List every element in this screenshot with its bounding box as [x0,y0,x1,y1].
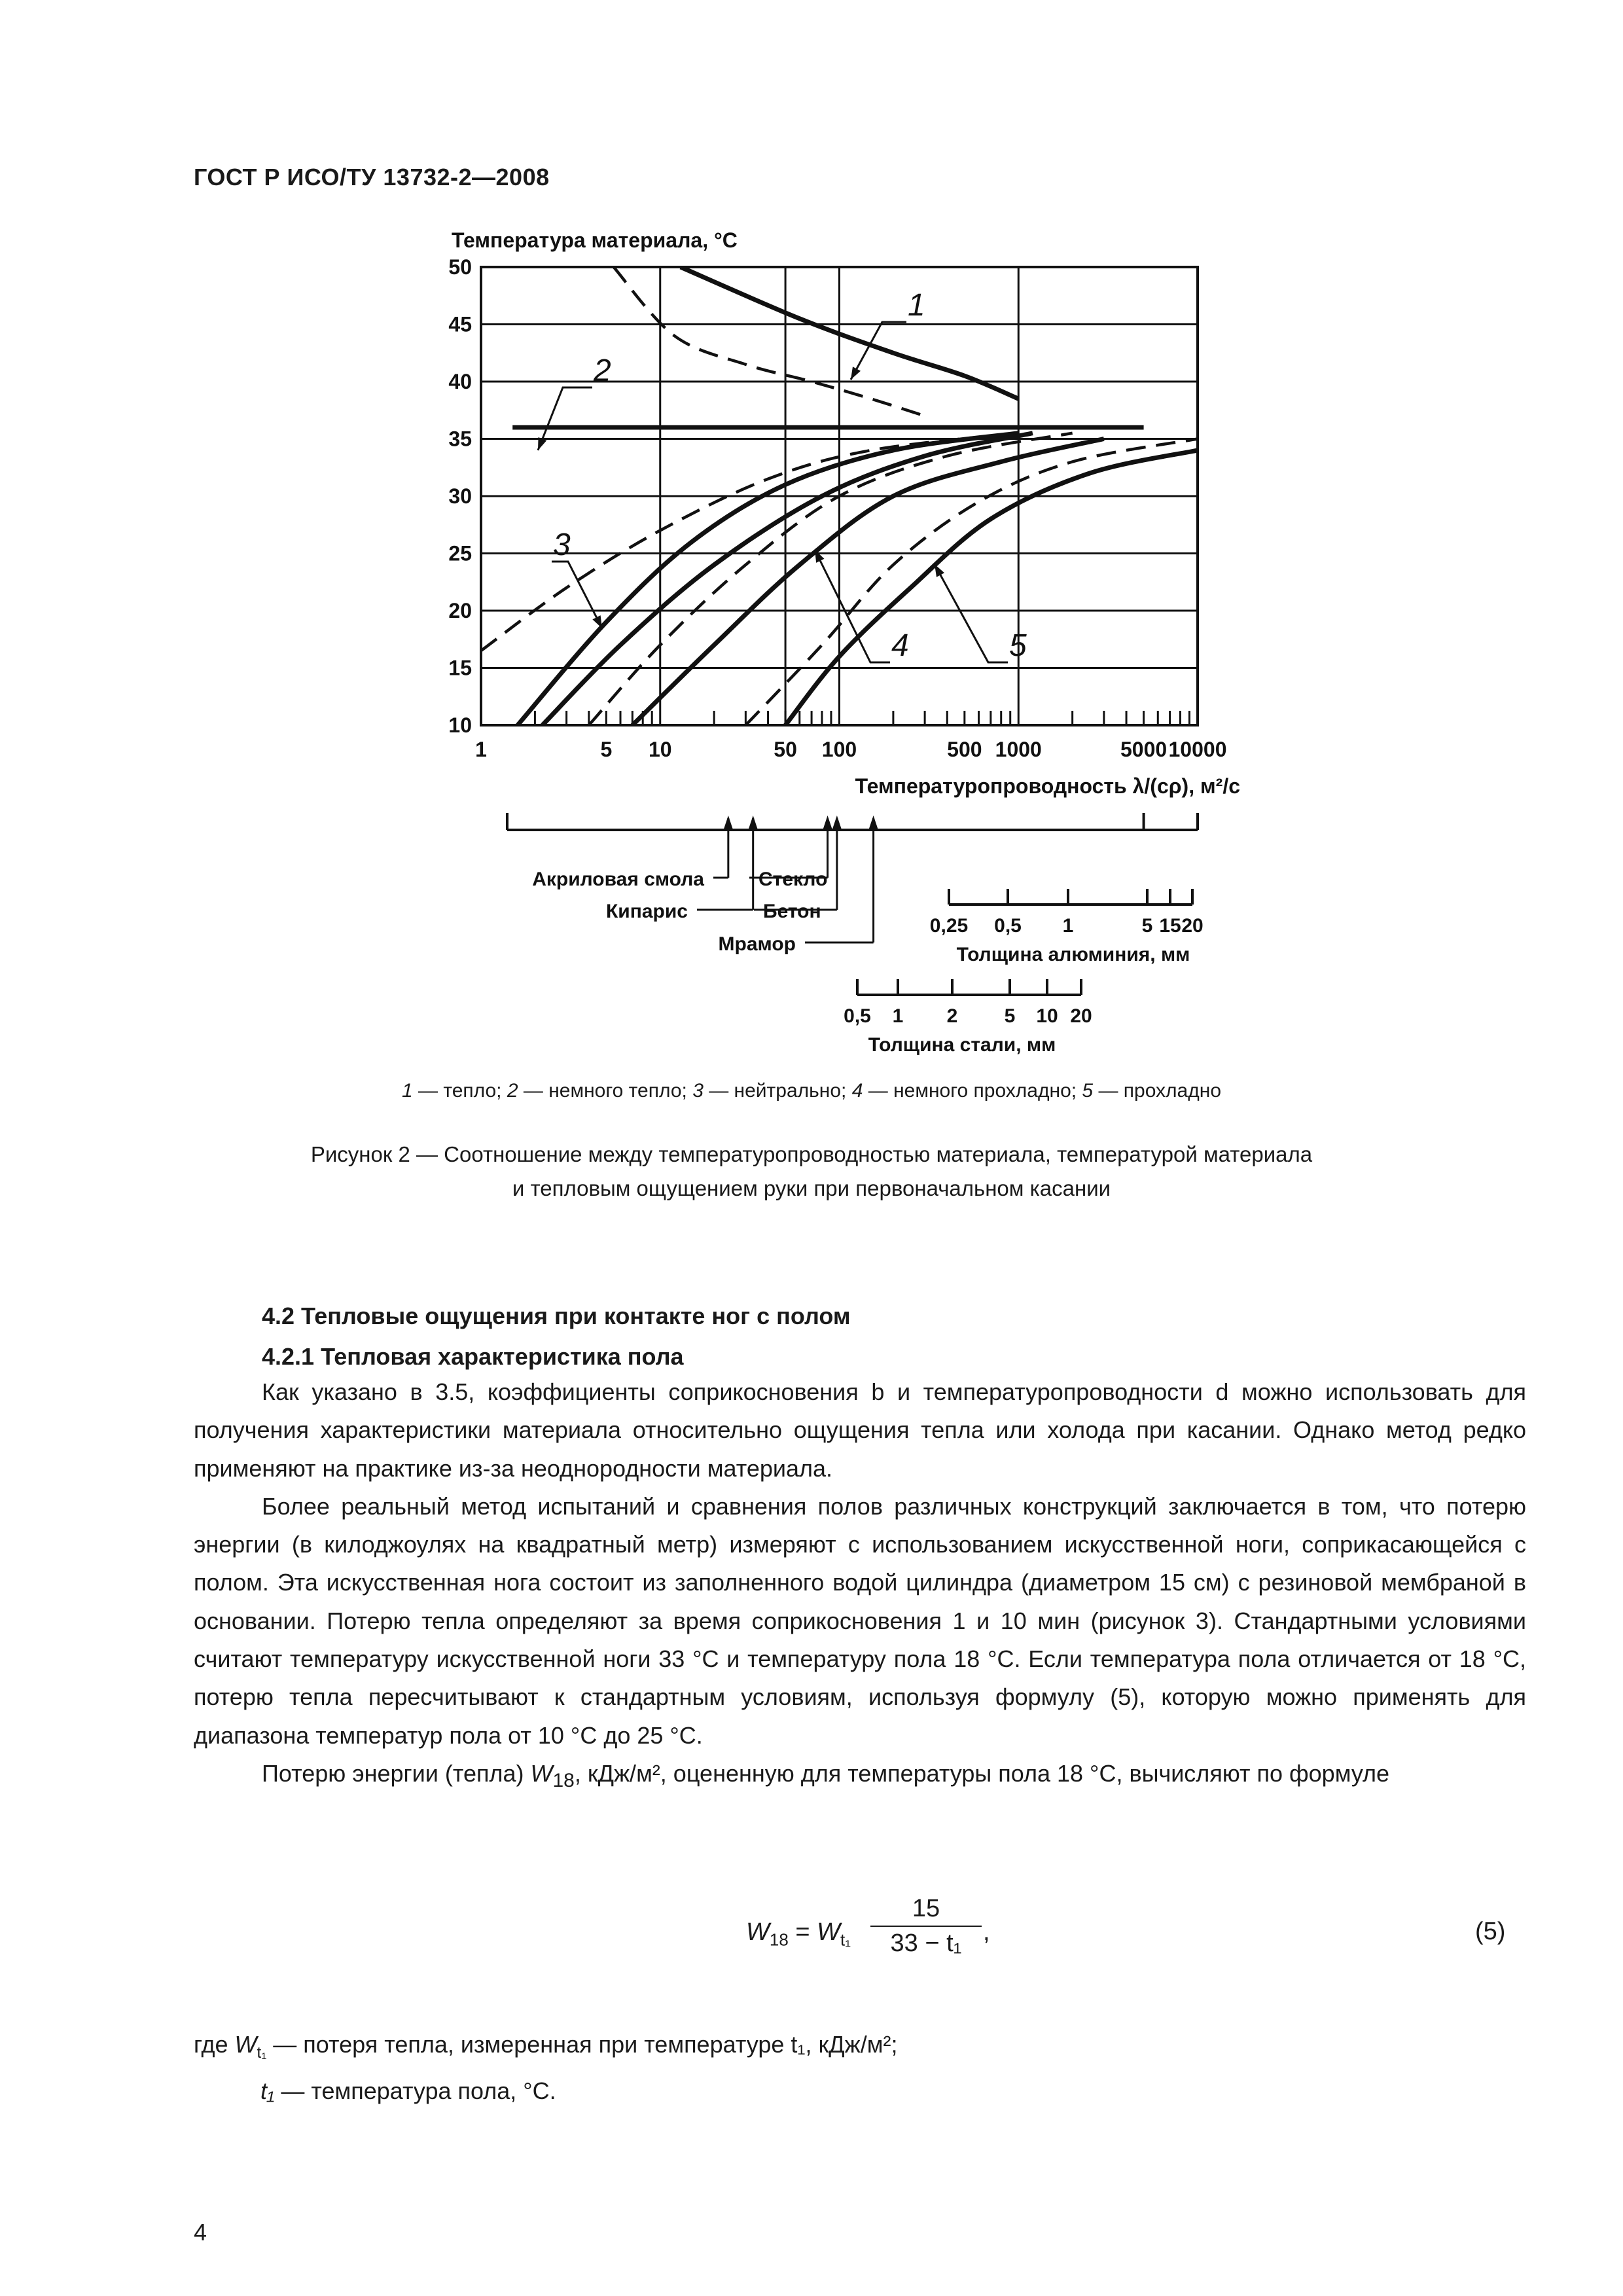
curve-label-1: 1 [908,288,925,323]
material-arrowhead [868,816,879,831]
y-tick-label: 50 [448,255,472,279]
curve-label-4: 4 [891,628,909,663]
leader-arrowhead [935,564,944,577]
legend-item: 3 — нейтрально; [692,1080,852,1102]
curve-1-solid [681,267,1018,399]
paragraph-3: Потерю энергии (тепла) $W_{18}$, кДж/м², оцененную для температуры пола 18 °C, вычисляют по формуле [262,1759,1390,1792]
steel-tick-label: 20 [1070,1005,1092,1027]
steel-tick-label: 10 [1036,1005,1058,1027]
x-tick-label: 50 [774,738,797,761]
legend-item: 1 — тепло; [401,1080,507,1102]
aluminium-tick-label: 0,5 [994,915,1022,937]
material-label: Акриловая смола [532,869,704,890]
curve-5-dashed [745,439,1198,726]
material-label: Мрамор [718,933,796,955]
x-tick-label: 10000 [1168,738,1227,761]
x-tick-label: 5000 [1120,738,1168,761]
steel-tick-label: 0,5 [844,1005,871,1027]
legend-item: 5 — прохладно [1082,1080,1222,1102]
formula-numerator: 15 [870,1895,982,1927]
y-axis-label: Температура материала, °C [452,228,738,252]
steel-tick-label: 2 [946,1005,958,1027]
explanation-line-2: t₁ — температура пола, °C. [260,2077,556,2105]
figure-legend [0,1080,1623,1102]
x-axis-label: Температуропроводность λ/(cρ), м²/с [855,774,1240,798]
formula-fraction [870,1895,982,1958]
y-tick-label: 15 [448,656,472,680]
formula-denominator: 33 − t₁ [890,1929,962,1957]
caption-line: и тепловым ощущением руки при первоначальном касании [512,1176,1111,1200]
curve-4-dashed [589,433,1073,725]
formula-explanation [194,2026,897,2110]
page-number: 4 [194,2219,207,2246]
figure-caption [0,1138,1623,1206]
formula-5: $W_{18} = W_{t_1}$ $\frac{15}{\text{33 − t₁}}$ , [746,1895,990,1957]
y-tick-label: 25 [448,541,472,565]
curve-label-2: 2 [594,353,611,388]
leader-line [935,564,1008,662]
x-tick-label: 5 [600,738,613,761]
section-body [194,1373,1526,1800]
y-tick-label: 30 [448,484,472,508]
formula-number: (5) [1475,1918,1506,1945]
y-tick-label: 45 [448,312,472,336]
steel-scale-label: Толщина стали, мм [868,1034,1056,1056]
material-arrowhead [748,816,758,831]
caption-line: Рисунок 2 — Соотношение между температуропроводностью материала, температурой материала [310,1142,1313,1166]
paragraph-2: Более реальный метод испытаний и сравнения полов различных конструкций заключается в том, что потерю энергии (в килоджоулях на квадратный метр) измеряют с использованием искусственной ноги, соприкасающейся с полом. Эта искусственная нога состоит из заполненного водой цилиндра (диаметром 15 см) с резиновой мембраной в основании. Потерю тепла определяют за время соприкосновения 1 и 10 мин (рисунок 3). Стандартными условиями считают температуру искусственной ноги 33 °C и температуру пола 18 °C. Если температура пола отличается от 18 °C, потерю тепла пересчитывают к стандартным условиям, используя формулу (5), которую можно применять для диапазона температур пола от 10 °C до 25 °C. [194,1492,1526,1749]
y-tick-label: 10 [448,713,472,737]
legend-item: 2 — немного тепло; [507,1080,693,1102]
material-arrowhead [723,816,734,831]
section-heading-4-2: 4.2 Тепловые ощущения при контакте ног с полом [262,1302,851,1329]
curve-label-5: 5 [1009,628,1027,663]
y-tick-label: 20 [448,599,472,622]
steel-tick-label: 1 [892,1005,904,1027]
x-tick-label: 1 [475,738,487,761]
aluminium-tick-label: 15 [1159,915,1181,937]
leader-arrowhead [815,550,824,563]
leader-line [552,562,602,628]
steel-tick-label: 5 [1004,1005,1016,1027]
y-tick-label: 40 [448,370,472,393]
leader-arrowhead [592,615,602,628]
aluminium-tick-label: 0,25 [929,915,969,937]
x-tick-label: 500 [947,738,982,761]
material-label: Бетон [763,901,821,922]
formula-lhs: $W_{18} = W_{t_1}$ [746,1918,851,1950]
explanation-line-1: где $W_{t_1}$ — потеря тепла, измеренная при температуре t₁, кДж/м²; [194,2031,898,2062]
curve-label-3: 3 [553,528,571,562]
aluminium-tick-label: 5 [1141,915,1153,937]
material-label: Кипарис [605,901,688,922]
aluminium-tick-label: 20 [1181,915,1204,937]
material-arrowhead [823,816,833,831]
figure-2-chart [0,0,1623,1073]
document-header: ГОСТ Р ИСО/ТУ 13732-2—2008 [194,164,550,190]
material-label: Стекло [758,869,828,890]
y-tick-label: 35 [448,427,472,451]
section-heading-4-2-1: 4.2.1 Тепловая характеристика пола [262,1343,684,1370]
material-arrowhead [832,816,842,831]
legend-item: 4 — немного прохладно; [851,1080,1082,1102]
aluminium-scale-label: Толщина алюминия, мм [956,944,1190,965]
thickness-scales [507,813,1204,1027]
x-tick-label: 10 [648,738,672,761]
x-tick-label: 100 [821,738,857,761]
aluminium-tick-label: 1 [1062,915,1074,937]
leader-arrowhead [851,367,861,380]
paragraph-1: Как указано в 3.5, коэффициенты соприкосновения b и температуропроводности d можно использовать для получения характеристики материала относительно ощущения тепла или холода при касании. Однако метод редко применяют на практике из-за неоднородности материала. [194,1378,1526,1482]
x-tick-label: 1000 [995,738,1042,761]
